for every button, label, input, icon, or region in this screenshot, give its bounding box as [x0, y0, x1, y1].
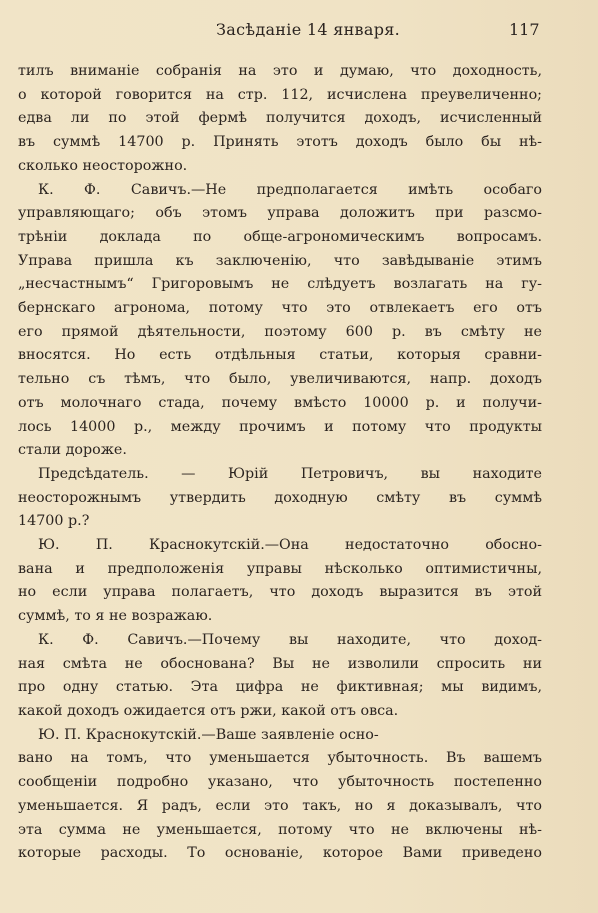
text-line: которые расходы. То основаніе, которое Вами приведено — [18, 845, 542, 862]
text-line: ная смѣта не обоснована? Вы не изволили спросить ни — [18, 655, 542, 672]
text-line: уменьшается. Я радъ, если это такъ, но я доказывалъ, что — [18, 797, 542, 814]
text-line: сообщеніи подробно указано, что убыточность постепенно — [18, 774, 542, 791]
text-line: о которой говорится на стр. 112, исчислена преувеличенно; — [18, 86, 542, 103]
text-line: стали дороже. — [18, 442, 127, 459]
text-line: неосторожнымъ утвердить доходную смѣту въ суммѣ — [18, 489, 542, 506]
text-line: Управа пришла къ заключенію, что завѣдываніе этимъ — [18, 252, 542, 269]
text-line: его прямой дѣятельности, поэтому 600 р. въ смѣту не — [18, 323, 542, 340]
text-line: Ю. П. Краснокутскій.—Она недостаточно обосно- — [38, 537, 542, 554]
text-line: управляющаго; объ этомъ управа доложитъ при разсмо- — [18, 205, 542, 222]
text-line: трѣніи доклада по обще-агрономическимъ вопросамъ. — [18, 228, 542, 245]
text-line: Ю. П. Краснокутскій.—Ваше заявленіе осно- — [38, 726, 379, 743]
text-line: вносятся. Но есть отдѣльныя статьи, которыя сравни- — [18, 347, 542, 364]
text-line: въ суммѣ 14700 р. Принять этотъ доходъ было бы нѣ- — [18, 134, 542, 151]
text-line: тельно съ тѣмъ, что было, увеличиваются, напр. доходъ — [18, 371, 542, 388]
text-line: какой доходъ ожидается отъ ржи, какой отъ овса. — [18, 702, 399, 719]
text-line: К. Ф. Савичъ.—Не предполагается имѣть особаго — [38, 181, 542, 198]
text-line: вана и предположенія управы нѣсколько оптимистичны, — [18, 560, 542, 577]
text-line: лось 14000 р., между прочимъ и потому что продукты — [18, 418, 542, 435]
text-line: К. Ф. Савичъ.—Почему вы находите, что доход- — [38, 631, 542, 648]
page-number: 117 — [509, 20, 540, 39]
text-line: суммѣ, то я не возражаю. — [18, 608, 213, 625]
text-line: бернскаго агронома, потому что это отвлекаетъ его отъ — [18, 300, 542, 317]
text-line: едва ли по этой фермѣ получится доходъ, исчисленный — [18, 110, 542, 127]
text-line: но если управа полагаетъ, что доходъ выразится въ этой — [18, 584, 542, 601]
text-line: сколько неосторожно. — [18, 157, 188, 174]
text-line: вано на томъ, что уменьшается убыточность. Въ вашемъ — [18, 750, 542, 767]
running-title: Засѣданіе 14 января. — [216, 20, 401, 39]
text-line: 14700 р.? — [18, 513, 90, 530]
page-body — [18, 60, 542, 866]
text-line: эта сумма не уменьшается, потому что не включены нѣ- — [18, 821, 542, 838]
text-line: отъ молочнаго стада, почему вмѣсто 10000 р. и получи- — [18, 394, 542, 411]
page-header — [18, 0, 562, 60]
text-line: про одну статью. Эта цифра не фиктивная; мы видимъ, — [18, 679, 542, 696]
text-line: тилъ вниманіе собранія на это и думаю, что доходность, — [18, 63, 542, 79]
text-line: „несчастнымъ“ Григоровымъ не слѣдуетъ возлагать на гу- — [18, 276, 542, 293]
text-line: Предсѣдатель. — Юрій Петровичъ, вы находите — [38, 465, 542, 482]
